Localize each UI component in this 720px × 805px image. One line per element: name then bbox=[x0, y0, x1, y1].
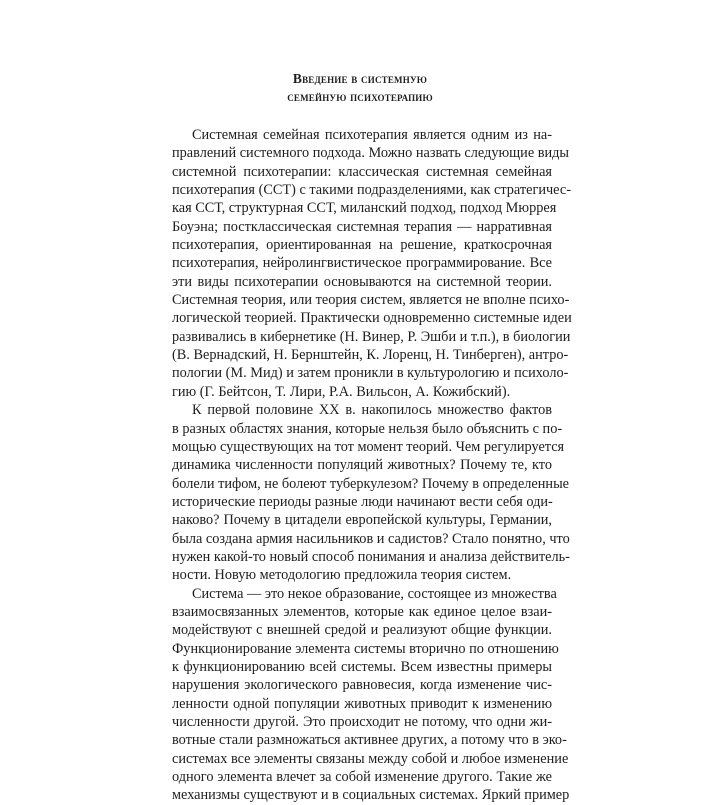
text-line: логической теорией. Практически одновременно системные идеи bbox=[172, 310, 572, 327]
paragraph bbox=[172, 401, 570, 584]
text-line: гию (Г. Бейтсон, Т. Лири, Р.А. Вильсон, А. Кожибский). bbox=[172, 383, 511, 400]
text-line: взаимосвязанных элементов, которые как единое целое взаи- bbox=[172, 603, 552, 620]
text-line: была создана армия насильников и садистов? Стало понятно, что bbox=[172, 530, 570, 547]
text-line: системной психотерапии: классическая системная семейная bbox=[172, 163, 552, 180]
text-line: Системная теория, или теория систем, является не вполне психо- bbox=[172, 292, 570, 309]
text-line: исторические периоды разные люди начинают вести себя оди- bbox=[172, 493, 553, 510]
text-line: одного элемента влечет за собой изменение другого. Такие же bbox=[172, 769, 552, 786]
text-line: Боуэна; постклассическая системная терапия — нарративная bbox=[172, 218, 552, 235]
text-line: кая ССТ, структурная ССТ, миланский подход, подход Мюррея bbox=[172, 200, 557, 217]
paragraph bbox=[172, 126, 572, 401]
text-line: в разных областях знания, которые нельзя было объяснить с по- bbox=[172, 420, 563, 437]
text-line: психотерапия, ориентированная на решение, краткосрочная bbox=[172, 237, 552, 254]
chapter-heading-line-1: Введение в системную bbox=[292, 71, 428, 86]
text-line: динамика численности популяций животных? Почему те, кто bbox=[172, 457, 552, 474]
text-line: (В. Вернадский, Н. Бернштейн, К. Лоренц, Н. Тинберген), антро- bbox=[172, 347, 569, 364]
chapter-heading-line-2: семейную психотерапию bbox=[287, 89, 433, 104]
text-line: психотерапия (ССТ) с такими подразделениями, как стратегичес- bbox=[172, 182, 571, 199]
text-line: мощью существующих на тот момент теорий. Чем регулируется bbox=[172, 438, 565, 455]
text-line: наково? Почему в цитадели европейской культуры, Германии, bbox=[172, 512, 552, 529]
text-line: нарушения экологического равновесия, когда изменение чис- bbox=[172, 677, 552, 694]
text-line: Системная семейная психотерапия является одним из на- bbox=[192, 127, 552, 143]
text-line: численности другой. Это происходит не потому, что одни жи- bbox=[172, 714, 552, 730]
text-line: ности. Новую методологию предложила теория систем. bbox=[172, 567, 512, 584]
text-line: нужен какой-то новый способ понимания и анализа действитель- bbox=[172, 548, 570, 565]
text-line: системах все элементы связаны между собой и любое изменение bbox=[172, 750, 569, 767]
chapter-heading bbox=[172, 70, 548, 106]
text-line: модействуют с внешней средой и реализуют общие функции. bbox=[172, 622, 552, 639]
text-line: Функционирование элемента системы вторично по отношению bbox=[172, 640, 559, 657]
text-line: механизмы существуют и в социальных системах. Яркий пример bbox=[172, 787, 570, 804]
body-text bbox=[172, 126, 572, 805]
text-line: психотерапия, нейролингвистическое программирование. Все bbox=[172, 255, 552, 272]
text-line: К первой половине XX в. накопилось множество фактов bbox=[192, 402, 552, 419]
text-line: вотные стали размножаться активнее других, а потому что в эко- bbox=[172, 732, 567, 749]
text-line: ленности одной популяции животных приводит к изменению bbox=[172, 695, 552, 712]
text-line: к функционированию всей системы. Всем известны примеры bbox=[172, 658, 552, 675]
text-line: развивались в кибернетике (Н. Винер, Р. Эшби и т.п.), в биологии bbox=[172, 328, 571, 345]
text-line: пологии (М. Мид) и затем проникли в культурологию и психоло- bbox=[172, 365, 569, 382]
text-line: болели тифом, не болеют туберкулезом? Почему в определенные bbox=[172, 475, 570, 492]
paragraph bbox=[172, 585, 570, 805]
text-line: правлений системного подхода. Можно назвать следующие виды bbox=[172, 145, 570, 162]
text-line: Система — это некое образование, состоящее из множества bbox=[192, 585, 557, 602]
text-line: эти виды психотерапии основываются на системной теории. bbox=[172, 273, 552, 290]
